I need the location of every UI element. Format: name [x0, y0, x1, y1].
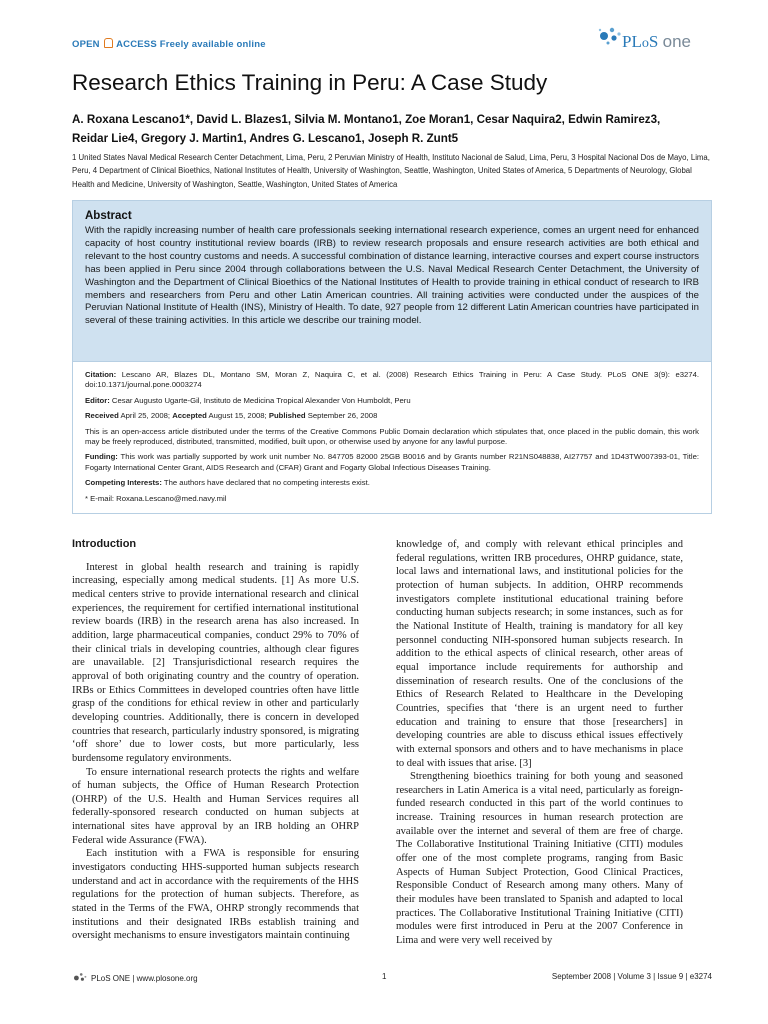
- open-access-banner: OPEN ACCESS Freely available online: [72, 39, 266, 50]
- plos-dots-icon: [598, 26, 622, 46]
- author-list: [72, 110, 712, 148]
- page-number: 1: [382, 972, 387, 981]
- abstract-heading: Abstract: [85, 210, 132, 222]
- affiliations: 1 United States Naval Medical Research Center Detachment, Lima, Peru, 2 Peruvian Ministry of Health, Instituto Nacional de Salud, Lima, Peru, 3 Hospital Nacional Dos de Mayo, Lima, Peru, 4 Department of Clinical Bioethics, National Institutes of Health, University of Washington, Seattle, Washington, United States of America, 5 Departments of Neurology, Global Health and Medicine, University of Washington, Seattle, Washington, United States of America: [72, 153, 710, 189]
- license: This is an open-access article distributed under the terms of the Creative Commons Public Domain declaration which stipulates that, once placed in the public domain, this work may be freely reproduced, distributed, transmitted, modified, built upon, or otherwise used by anyone for any lawful purpose.: [85, 426, 699, 447]
- article-metadata: [72, 362, 712, 514]
- funding: Funding: This work was partially supported by work unit number No. 847705 82000 25GB B0016 and by Grants number R21NS048838, AI27757 and 1D43TW007393-01, Title: Fogarty International Center Grant, AIDS Research and (CFAR) Grant and Fogarty Global Infectious Diseases Training.: [85, 452, 699, 472]
- paragraph: knowledge of, and comply with relevant ethical principles and federal regulations, written IRB procedures, OHRP guidance, state, local laws and international laws, and institutional policies for the protection of human subjects. In addition, OHRP recommends investigators complete institutional educational training before conducting human subjects research; in some instances, such as for the National Institute of Health, training is mandatory for all key personnel conducting NIH-sponsored human subjects research. In addition to the ethical aspects of clinical research, other areas of equal importance include requirements for authorship and dissemination of research results. One of the conclusions of the Ethics of Research Related to Healthcare in the Developing Countries, specifies that ‘there is an urgent need to further education and training to ensure that those [researchers] in developing countries are able to discuss ethical issues effectively with external sponsors and others and to have mechanisms in place to deal with issues that arise. [3]: [396, 539, 683, 769]
- abstract-text: With the rapidly increasing number of health care professionals seeking international research experience, comes an urgent need for enhanced capacity of host country institutional review boards (IRB) to review research proposals and ensure research activities are both ethical and relevant to the host country customs and needs. A successful combination of distance learning, interactive courses and expert course instructors has been applied in Peru since 2004 through collaborations between the U.S. Naval Medical Research Center Detachment, the University of Washington and the Department of Clinical Bioethics of the National Institutes of Health to provide training in ethical conduct of research to IRB members and researchers from Peru and other Latin American countries. All training activities were conducted under the auspices of the Peruvian National Institute of Health (INS), Ministry of Health. To date, 927 people from 12 different Latin American countries have participated in several of these training activities. In this article we describe our training model.: [85, 225, 699, 327]
- journal-brand: PLoS one: [622, 32, 692, 51]
- paragraph: Interest in global health research and training is rapidly increasing, especially among medical students. [1] As more U.S. medical centers strive to provide international research and clinical experiences, the requirement for certified international institutional review boards (IRB) in the research arena has also increased. In addition, large pharmaceutical companies, conduct 29% to 70% of their clinical trials in developing countries, although clear figures are unavailable. [2] Transjurisdictional research requires the approval of both originating country and the country of operation. IRBs or Ethics Committees in developed countries often have little grasp of the conditions for ethical review in other and particularly developing countries. Additionally, there is concern in developed countries that research, particularly industry sponsored, is migrating ‘off shore’ due to lower costs, but more particularly, less burdensome regulatory environments.: [72, 561, 359, 764]
- plos-dots-icon: [72, 972, 88, 984]
- body-column-right: [396, 538, 683, 948]
- issue-info: September 2008 | Volume 3 | Issue 9 | e3274: [551, 972, 712, 981]
- footer-journal[interactable]: PLoS ONE | www.plosone.org: [72, 972, 198, 984]
- paragraph: Each institution with a FWA is responsible for ensuring investigators conducting HHS-supported human subjects research understand and act in accordance with the requirements of the HHS regulations for the protection of human subjects. Therefore, as stated in the Terms of the FWA, OHRP strongly recommends that institutions and their designated IRBs establish training and oversight mechanisms to ensure investigators maintain continuing: [72, 848, 359, 942]
- article-title: Research Ethics Training in Peru: A Case Study: [72, 70, 548, 95]
- body-column-left: [72, 536, 359, 943]
- editor: Editor: Cesar Augusto Ugarte-Gil, Instituto de Medicina Tropical Alexander Von Humboldt, Peru: [85, 395, 411, 405]
- email-link[interactable]: * E-mail: Roxana.Lescano@med.navy.mil: [85, 493, 227, 503]
- citation: Citation: Lescano AR, Blazes DL, Montano SM, Moran Z, Naquira C, et al. (2008) Research Ethics Training in Peru: A Case Study. PLoS ONE 3(9): e3274. doi:10.1371/journal.pone.0003274: [85, 370, 699, 390]
- journal-logo[interactable]: [598, 24, 708, 54]
- intro-heading: Introduction: [72, 538, 137, 550]
- author-line-2: Reidar Lie4, Gregory J. Martin1, Andres G. Lescano1, Joseph R. Zunt5: [72, 132, 459, 145]
- competing-interests: Competing Interests: The authors have declared that no competing interests exist.: [85, 478, 370, 488]
- paragraph: To ensure international research protects the rights and welfare of human subjects, the Office of Human Research Protection (OHRP) of the U.S. Health and Human Services requires all federally-sponsored research conducted on human subjects at international sites have approval by an IRB holding an OHRP Federal wide Assurance (FWA).: [72, 766, 359, 846]
- abstract-box: [72, 200, 712, 362]
- author-line-1: A. Roxana Lescano1*, David L. Blazes1, Silvia M. Montano1, Zoe Moran1, Cesar Naquira2, Edwin Ramirez3,: [72, 113, 661, 126]
- dates: Received April 25, 2008; Accepted August 15, 2008; Published September 26, 2008: [85, 411, 378, 421]
- paragraph: Strengthening bioethics training for both young and seasoned researchers in Latin America is a vital need, particularly as foreign-funded research conducted in this part of the world continues to increase. Training resources in human research protection are available over the internet and several of them are free of charge. The Collaborative Institutional Training Initiative (CITI) modules offer one of the most complete programs, ranging from Basic Aspects of Human Subject Protection, Good Clinical Practices, Responsible Conduct of Research among many others. Many of their modules have been translated to Spanish and adapted to local practices. The Collaborative Institutional Training Initiative (CITI) modules were first introduced in Peru at the 2007 Conference in Lima and were very well received by: [396, 771, 683, 947]
- open-lock-icon: [104, 38, 113, 48]
